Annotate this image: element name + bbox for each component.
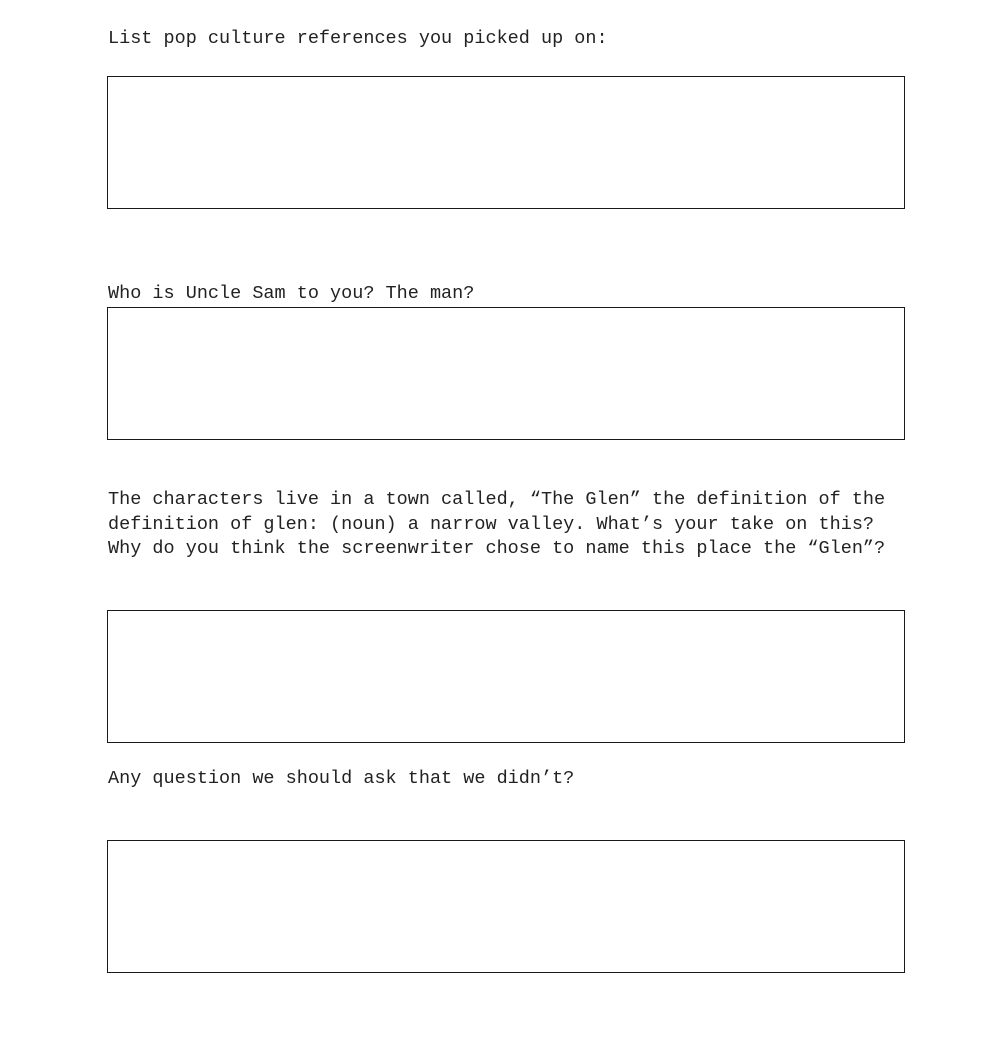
answer-box-uncle-sam[interactable] [107, 307, 905, 440]
answer-box-pop-culture[interactable] [107, 76, 905, 209]
question-pop-culture: List pop culture references you picked up on: [108, 28, 608, 49]
answer-box-the-glen[interactable] [107, 610, 905, 743]
question-uncle-sam: Who is Uncle Sam to you? The man? [108, 283, 475, 304]
answer-box-missing[interactable] [107, 840, 905, 973]
question-the-glen: The characters live in a town called, “The Glen” the definition of the definition of glen: (noun) a narrow valley. What’s your take on this? Why do you think the screenwriter chose to name this place the “Glen”? [108, 489, 886, 559]
question-missing: Any question we should ask that we didn’t? [108, 768, 575, 789]
